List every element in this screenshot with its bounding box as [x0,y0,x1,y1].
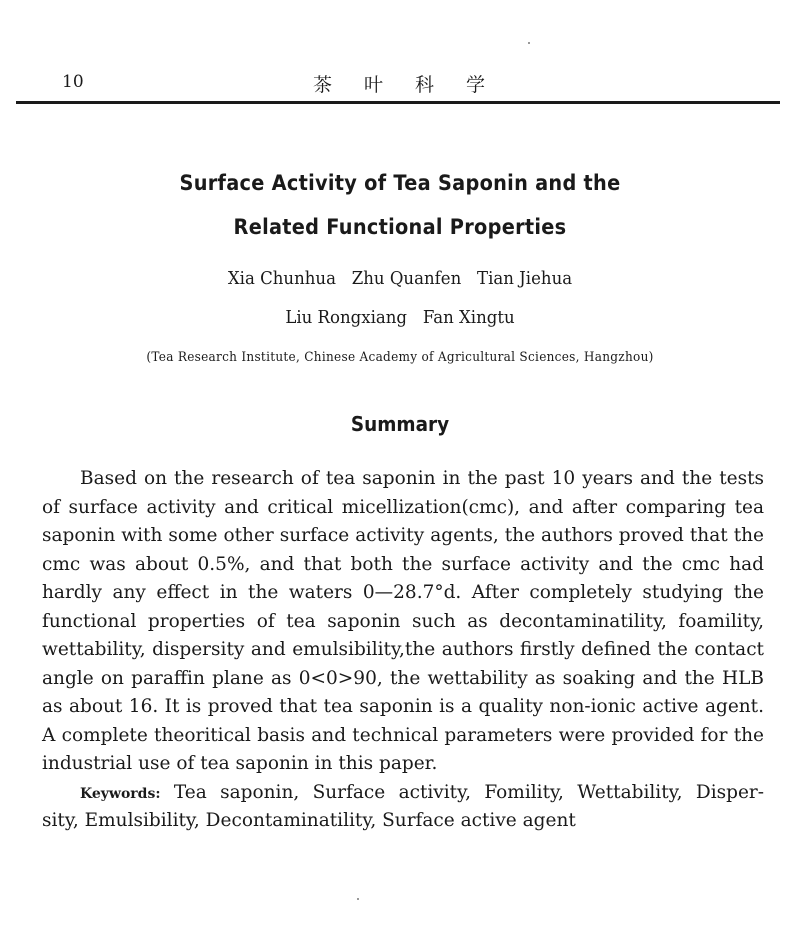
summary-line: A complete theoritical basis and technical parameters were provided for the [42,724,764,746]
summary-line: hardly any effect in the waters 0—28.7°d. After completely studying the [42,582,764,603]
keywords-label: Keywords: [80,785,161,802]
scan-speck [528,42,530,44]
authors-line-1: Xia Chunhua Zhu Quanfen Tian Jiehua [227,268,573,289]
summary-line: as about 16. It is proved that tea saponin is a quality non-ionic active agent. [42,696,764,717]
title-line-2: Related Functional Properties [233,215,567,239]
summary-line: of surface activity and critical micellization(cmc), and after comparing tea [42,496,764,518]
title-line-1: Surface Activity of Tea Saponin and the [179,171,621,195]
summary-heading: Summary [350,412,450,436]
summary-line: functional properties of tea saponin such as decontaminatility, foamility, [42,610,764,632]
journal-title: 茶叶科学 [312,74,517,96]
scan-speck [357,898,359,900]
summary-line: saponin with some other surface activity agents, the authors proved that the [42,525,764,546]
summary-line: industrial use of tea saponin in this paper. [42,753,438,774]
keywords-line-2: sity, Emulsibility, Decontaminatility, Surface active agent [42,810,576,831]
summary-line: wettability, dispersity and emulsibility,the authors firstly defined the contact [42,639,764,660]
summary-line: cmc was about 0.5%, and that both the surface activity and the cmc had [42,553,764,575]
page-number: 10 [62,72,84,92]
summary-line: angle on paraffin plane as 0<0>90, the wettability as soaking and the HLB [42,667,764,689]
keywords-line-1 [42,779,764,808]
keywords-text: Tea saponin, Surface activity, Fomility, Wettability, Disper- [173,781,764,803]
authors-line-2: Liu Rongxiang Fan Xingtu [285,307,515,328]
affiliation: (Tea Research Institute, Chinese Academy of Agricultural Sciences, Hangzhou) [146,350,654,365]
summary-line: Based on the research of tea saponin in the past 10 years and the tests [80,468,764,489]
summary-body [42,465,764,836]
header-rule [16,101,780,104]
